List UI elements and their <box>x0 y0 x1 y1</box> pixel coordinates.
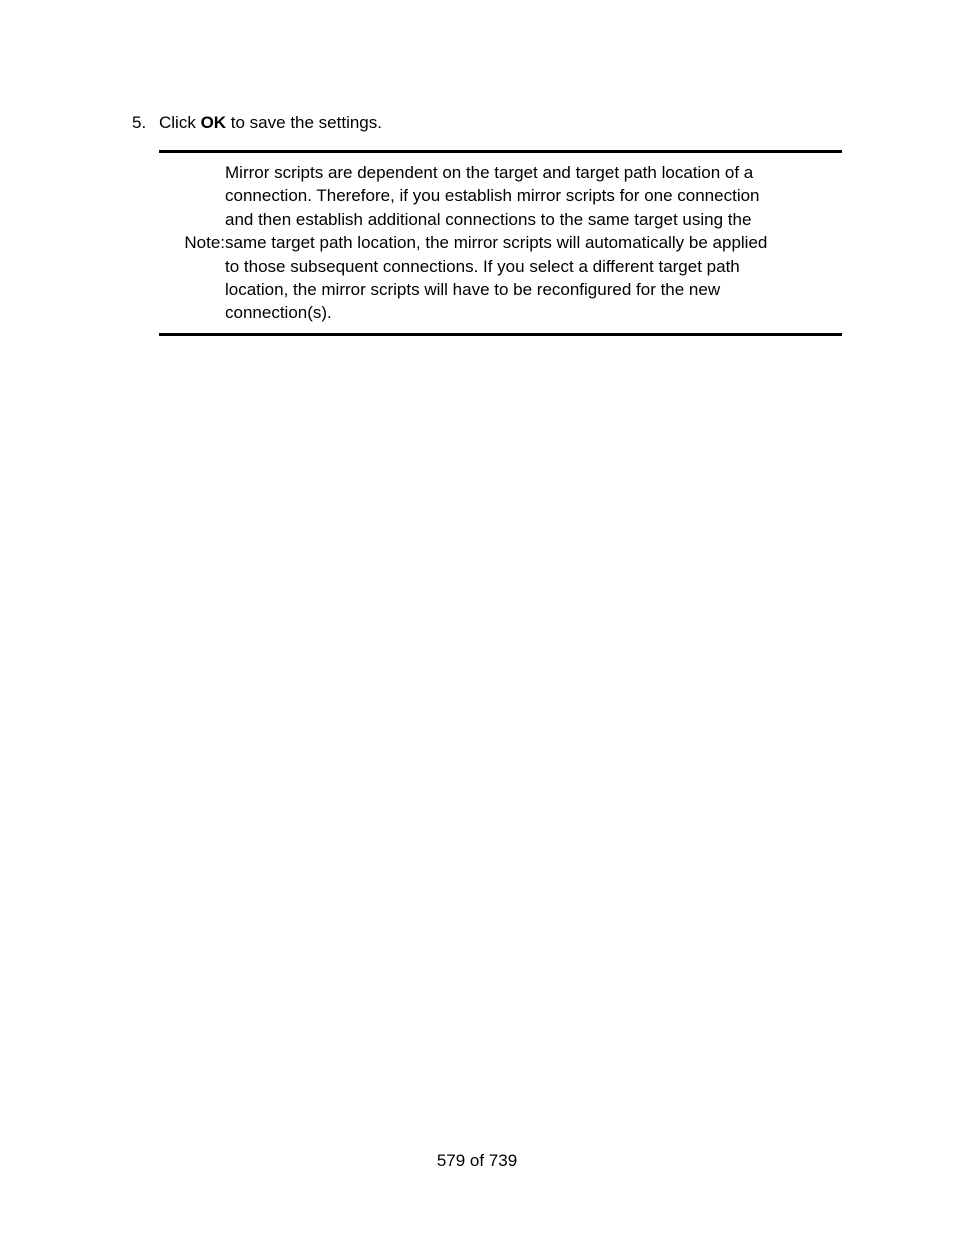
note-label: Note: <box>184 233 225 253</box>
note-line: location, the mirror scripts will have to be reconfigured for the new <box>225 280 721 300</box>
note-line: connection(s). <box>225 303 332 323</box>
step-number: 5. <box>132 113 147 132</box>
step-instruction <box>132 112 382 134</box>
note-line: Mirror scripts are dependent on the target and target path location of a <box>225 163 754 182</box>
note-text <box>225 161 842 325</box>
step-ok-emphasis: OK <box>200 113 227 132</box>
note-box <box>159 150 842 336</box>
note-line: connection. Therefore, if you establish mirror scripts for one connection <box>225 186 760 206</box>
step-text-prefix: Click <box>159 113 201 132</box>
note-line: and then establish additional connections to the same target using the <box>225 209 752 229</box>
step-text-suffix: to save the settings. <box>226 113 382 132</box>
note-line: same target path location, the mirror scripts will automatically be applied <box>225 233 768 253</box>
note-line: to those subsequent connections. If you select a different target path <box>225 256 740 276</box>
page-number: 579 of 739 <box>436 1151 518 1170</box>
